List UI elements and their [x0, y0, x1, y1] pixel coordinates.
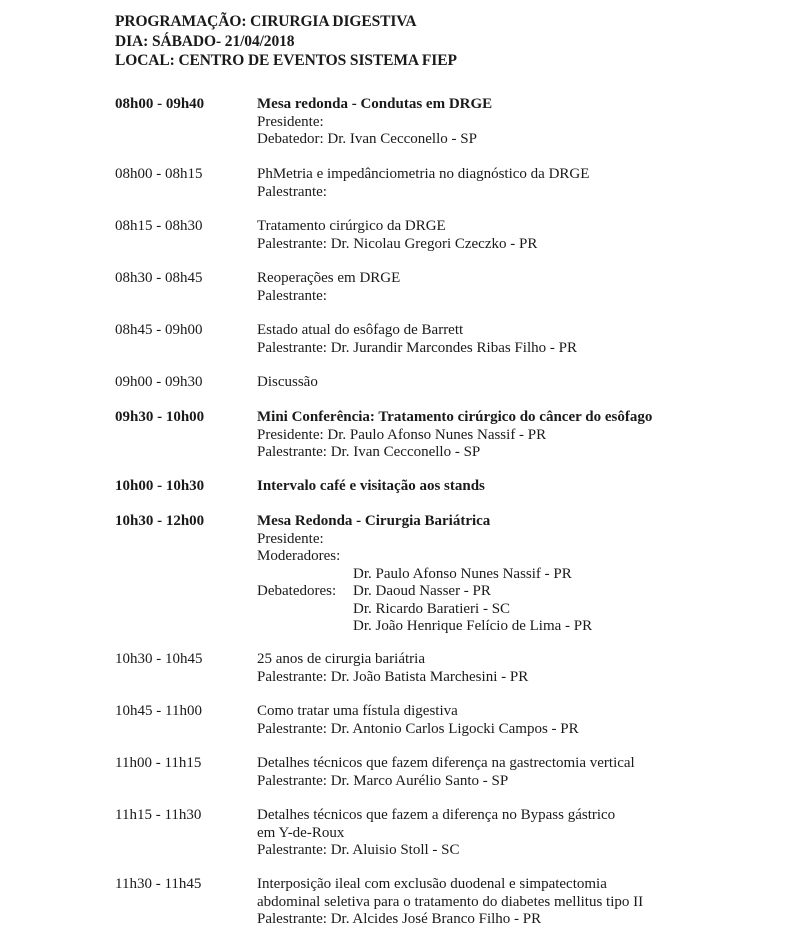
session-details: [257, 218, 757, 253]
session-time: 11h00 - 11h15: [115, 755, 202, 771]
session-time: 10h00 - 10h30: [115, 478, 205, 494]
session-time: 08h00 - 08h15: [115, 166, 203, 182]
session-time: 11h30 - 11h45: [115, 876, 202, 892]
session-time: 10h30 - 10h45: [115, 651, 203, 667]
session-time: 09h00 - 09h30: [115, 374, 203, 390]
event-location: LOCAL: CENTRO DE EVENTOS SISTEMA FIEP: [115, 52, 457, 69]
session-detail-line: Presidente: Dr. Paulo Afonso Nunes Nassif - PR: [257, 426, 547, 443]
panel-member-name: Dr. Daoud Nasser - PR: [353, 583, 491, 599]
session-time: 10h30 - 12h00: [115, 513, 205, 529]
session-detail-line: Palestrante:: [257, 183, 327, 200]
session-detail-line: Palestrante:: [257, 287, 327, 304]
session-title: Discussão: [257, 374, 318, 390]
session-details: [257, 807, 757, 860]
session-details: [257, 478, 757, 496]
session-detail-line: Palestrante: Dr. Aluisio Stoll - SC: [257, 842, 460, 858]
session-time: 08h00 - 09h40: [115, 96, 205, 112]
panel-role: Debatedores:: [257, 583, 337, 599]
panel-member-name: Dr. Paulo Afonso Nunes Nassif - PR: [353, 565, 572, 582]
session-time: 10h45 - 11h00: [115, 703, 202, 719]
session-title: Reoperações em DRGE: [257, 270, 401, 286]
session-detail-line: em Y-de-Roux: [257, 824, 345, 841]
session-title: Mesa Redonda - Cirurgia Bariátrica: [257, 513, 491, 529]
session-time: 08h45 - 09h00: [115, 322, 203, 338]
session-details: [257, 876, 757, 929]
session-detail-line: Presidente:: [257, 113, 324, 130]
session-title: Mesa redonda - Condutas em DRGE: [257, 96, 493, 112]
session-detail-line: Palestrante: Dr. Marco Aurélio Santo - SP: [257, 772, 509, 789]
panel-member-row: [257, 601, 757, 619]
session-time: 08h15 - 08h30: [115, 218, 203, 234]
session-time: 09h30 - 10h00: [115, 409, 205, 425]
event-date: DIA: SÁBADO- 21/04/2018: [115, 32, 295, 50]
session-title: PhMetria e impedânciometria no diagnóstico da DRGE: [257, 166, 590, 182]
document-header: [115, 12, 457, 71]
session-title: Intervalo café e visitação aos stands: [257, 478, 485, 494]
panel-member-row: [257, 618, 757, 636]
panel-member-row: [257, 566, 757, 584]
session-title: Detalhes técnicos que fazem a diferença no Bypass gástrico: [257, 807, 616, 823]
session-title: Detalhes técnicos que fazem diferença na gastrectomia vertical: [257, 755, 635, 771]
session-detail-line: Moderadores:: [257, 548, 341, 564]
session-detail-line: Palestrante: Dr. Antonio Carlos Ligocki Campos - PR: [257, 720, 579, 737]
program-title: PROGRAMAÇÃO: CIRURGIA DIGESTIVA: [115, 13, 417, 30]
session-title: Tratamento cirúrgico da DRGE: [257, 218, 446, 234]
session-details: [257, 322, 757, 357]
session-title: Mini Conferência: Tratamento cirúrgico do câncer do esôfago: [257, 409, 653, 425]
session-title: Interposição ileal com exclusão duodenal e simpatectomia: [257, 876, 607, 892]
session-detail-line: Palestrante: Dr. Jurandir Marcondes Ribas Filho - PR: [257, 339, 577, 356]
session-detail-line: Palestrante: Dr. João Batista Marchesini - PR: [257, 668, 529, 685]
session-details: [257, 374, 757, 392]
session-detail-line: Presidente:: [257, 530, 324, 547]
session-detail-line: Palestrante: Dr. Nicolau Gregori Czeczko - PR: [257, 235, 538, 252]
session-detail-line: Palestrante: Dr. Alcides José Branco Filho - PR: [257, 911, 542, 927]
session-time: 08h30 - 08h45: [115, 270, 203, 286]
session-details: [257, 513, 757, 636]
session-details: [257, 270, 757, 305]
session-time: 11h15 - 11h30: [115, 807, 202, 823]
session-detail-line: Debatedor: Dr. Ivan Cecconello - SP: [257, 131, 477, 147]
session-details: [257, 703, 757, 738]
panel-member-row: [257, 583, 757, 601]
panel-member-name: Dr. João Henrique Felício de Lima - PR: [353, 618, 593, 634]
session-details: [257, 651, 757, 686]
session-details: [257, 409, 757, 462]
session-title: Estado atual do esôfago de Barrett: [257, 322, 464, 338]
panel-member-name: Dr. Ricardo Baratieri - SC: [353, 600, 511, 617]
session-details: [257, 755, 757, 790]
session-details: [257, 96, 757, 149]
session-detail-line: abdominal seletiva para o tratamento do diabetes mellitus tipo II: [257, 893, 644, 910]
session-details: [257, 166, 757, 201]
session-detail-line: Palestrante: Dr. Ivan Cecconello - SP: [257, 444, 481, 460]
session-title: Como tratar uma fístula digestiva: [257, 703, 458, 719]
session-title: 25 anos de cirurgia bariátria: [257, 651, 425, 667]
